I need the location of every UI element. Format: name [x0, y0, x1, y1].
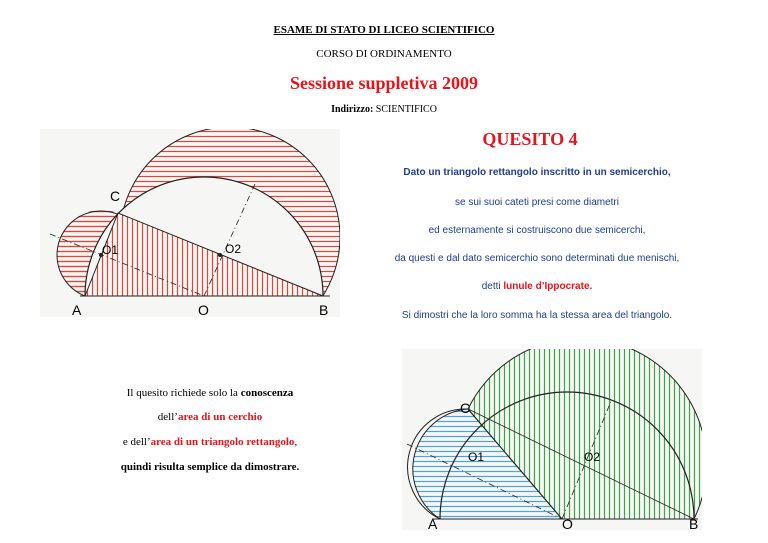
note-line-2-prefix: dell’: [157, 411, 178, 423]
question-title: QUESITO 4: [482, 129, 578, 149]
statement-line-5-prefix: detti: [481, 281, 504, 292]
statement-line-5: [372, 281, 702, 292]
address-line: [0, 104, 768, 115]
label-o1-2: O1: [468, 450, 485, 464]
statement-line-1: Dato un triangolo rettangolo inscritto in un semicerchio,: [403, 167, 671, 178]
label-o2: O2: [225, 242, 242, 256]
label-a-2: A: [428, 516, 438, 530]
label-o1: O1: [102, 243, 119, 257]
note-line-1-bold: conoscenza: [240, 387, 294, 399]
figure-lunules-red-svg: [40, 129, 340, 317]
address-value: SCIENTIFICO: [375, 104, 437, 115]
session-title: Sessione suppletiva 2009: [289, 73, 479, 93]
label-a: A: [72, 302, 82, 317]
address-label: Indirizzo:: [331, 104, 374, 115]
note-line-3-red: area di un triangolo rettangolo: [150, 436, 295, 448]
statement-line-6: Si dimostri che la loro somma ha la stessa area del triangolo.: [401, 310, 673, 321]
lunule-highlight: lunule d’Ippocrate.: [503, 281, 593, 292]
note-line-2-red: area di un cerchio: [177, 411, 263, 423]
lower-mask: [40, 296, 340, 317]
label-c: C: [110, 188, 121, 204]
note-line-3: [90, 436, 330, 448]
label-o-2: O: [562, 516, 573, 530]
label-b: B: [319, 302, 329, 317]
exam-title: ESAME DI STATO DI LICEO SCIENTIFICO: [273, 24, 495, 36]
statement-line-4: da questi e dal dato semicerchio sono determinati due menischi,: [394, 253, 680, 264]
note-line-1-prefix: Il quesito richiede solo la: [126, 387, 241, 399]
figure-triangle-split-svg: [402, 349, 702, 530]
statement-line-2: se sui suoi cateti presi come diametri: [455, 197, 619, 208]
note-line-3-prefix: e dell’: [122, 436, 151, 448]
label-c-2: C: [460, 400, 471, 416]
triangle-abc: [85, 213, 323, 296]
note-line-4: quindi risulta semplice da dimostrare.: [120, 461, 300, 473]
label-o2-2: O2: [584, 450, 601, 464]
figure-triangle-split: [402, 349, 702, 530]
center-o2: [218, 253, 222, 257]
label-o: O: [198, 302, 209, 317]
note-line-3-suffix: ,: [294, 436, 298, 448]
figure-lunules-red: [40, 129, 340, 317]
label-b-2: B: [689, 516, 699, 530]
statement-line-3: ed esternamente si costruiscono due semicerchi,: [428, 225, 646, 236]
course-title: CORSO DI ORDINAMENTO: [316, 48, 452, 60]
note-line-1: [90, 387, 330, 399]
note-line-2: [90, 411, 330, 423]
